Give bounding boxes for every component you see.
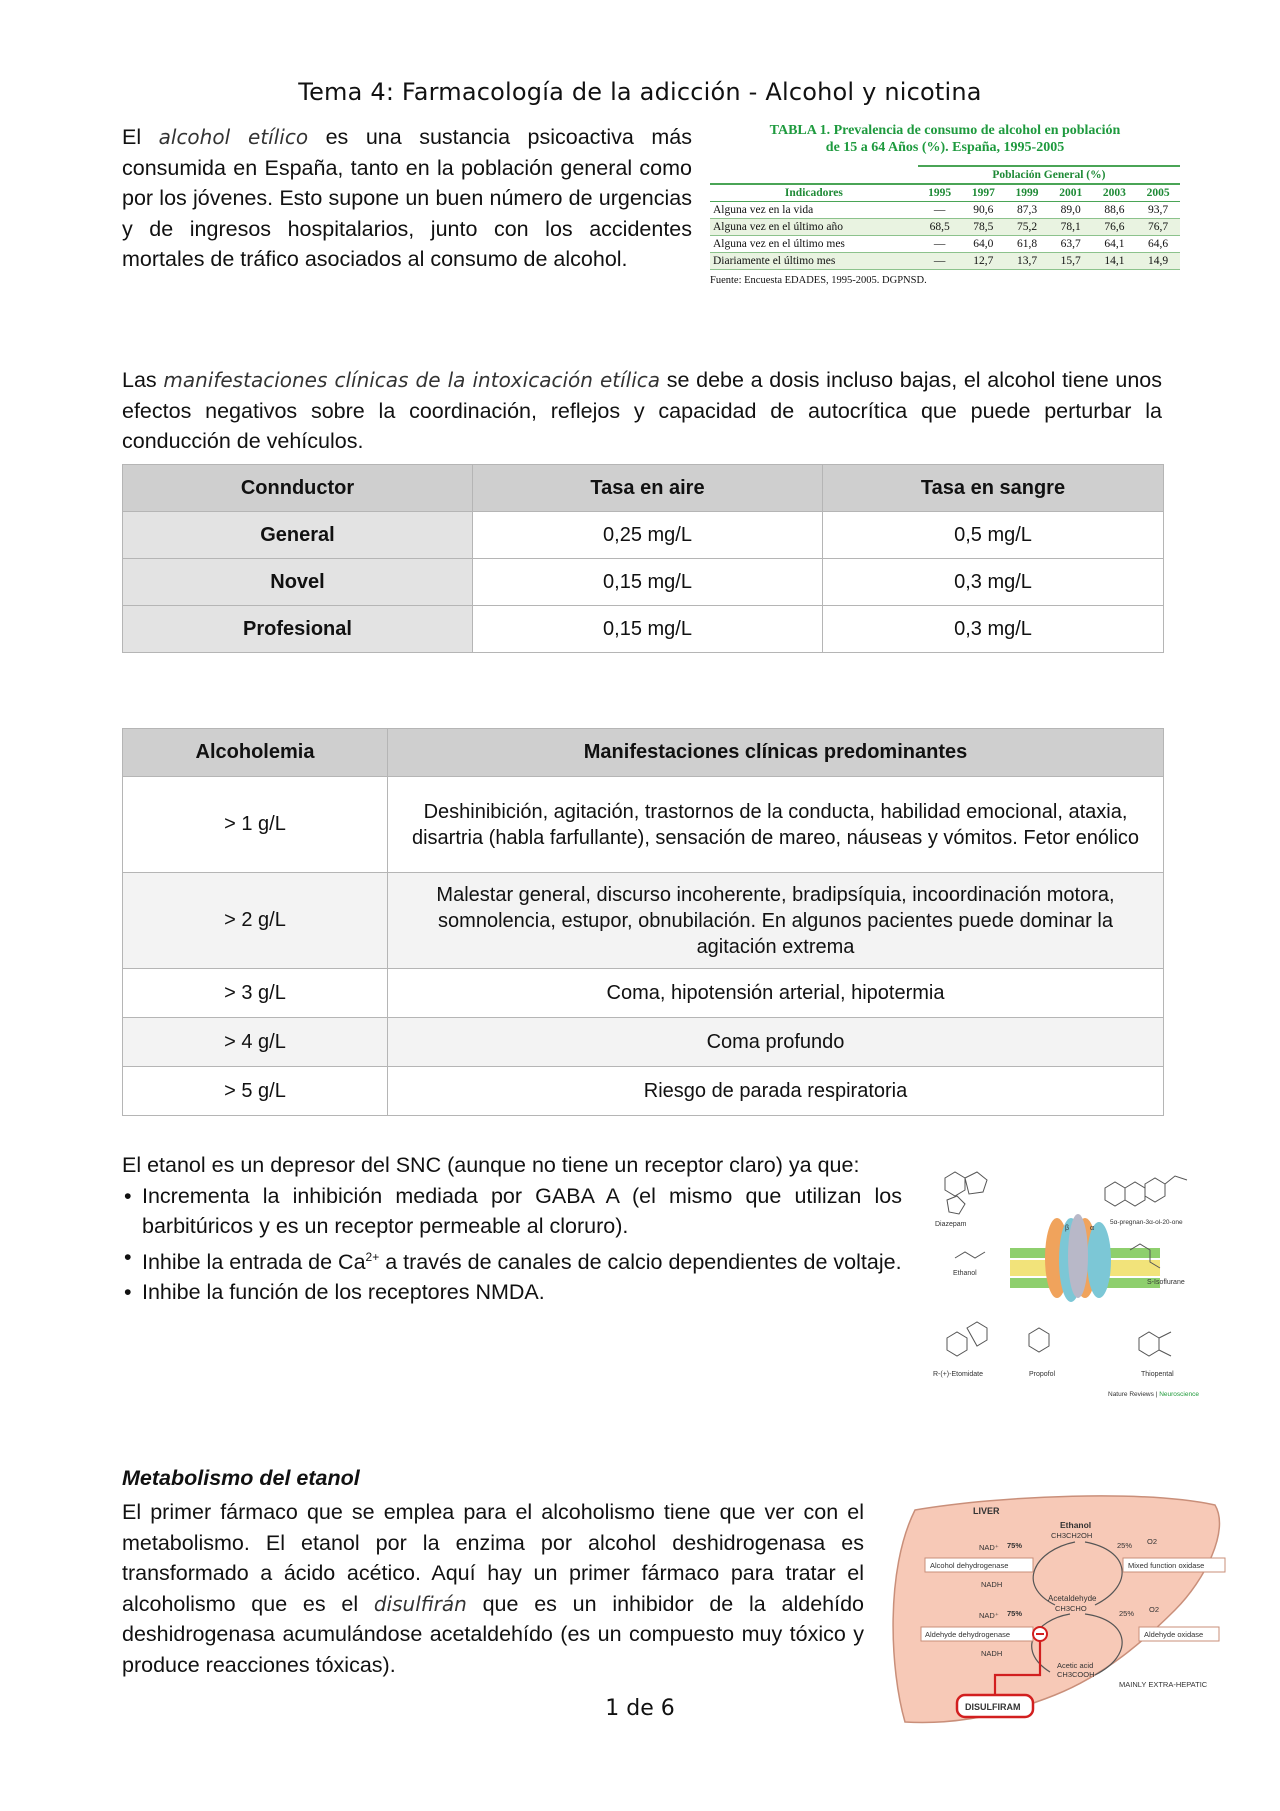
page-number: 1 de 6 [605,1696,675,1721]
table-row [123,1067,1164,1116]
table-row [710,219,1180,236]
gaba-receptor-figure [925,1148,1210,1398]
blood-rate-value: 0,3 mg/L [823,559,1164,606]
prevalence-value: 78,5 [961,219,1005,236]
svg-text:β: β [1065,1225,1070,1232]
prevalence-value: — [918,202,962,219]
manifestation-text: Coma, hipotensión arterial, hipotermia [388,969,1164,1018]
prevalence-source: Fuente: Encuesta EDADES, 1995-2005. DGPNSD. [710,275,927,286]
air-rate-header: Tasa en aire [473,465,823,512]
prevalence-value: — [918,236,962,253]
air-rate-value: 0,25 mg/L [473,512,823,559]
ethanol-formula: CH3CH2OH [1051,1531,1093,1540]
prevalence-value: 15,7 [1049,253,1093,270]
table-row [710,253,1180,270]
prevalence-value: 75,2 [1005,219,1049,236]
manifestation-text: Deshinibición, agitación, trastornos de la conducta, habilidad emocional, ataxia, disartria (habla farfullante), sensación de mareo, náuseas y vómitos. Fetor enólico [388,777,1164,873]
air-rate-value: 0,15 mg/L [473,559,823,606]
manifestations-emphasis: manifestaciones clínicas de la intoxicación etílica [163,368,661,392]
pct-25-2: 25% [1119,1609,1135,1618]
manifestations-paragraph: Las manifestaciones clínicas de la intoxicación etílica se debe a dosis incluso bajas, el alcohol tiene unos efectos negativos sobre la coordinación, reflejos y capacidad de autocrítica que puede perturbar la conducción de vehículos. [122,368,1163,453]
prevalence-value: 93,7 [1136,202,1180,219]
driver-header: Connductor [123,465,473,512]
table-row [123,559,1164,606]
prevalence-value: 78,1 [1049,219,1093,236]
alcoholemia-level: > 5 g/L [123,1067,388,1116]
figure-credit: Nature Reviews | Neuroscience [1108,1391,1199,1398]
nadh-label-1: NADH [981,1580,1003,1589]
prevalence-table [710,165,1180,270]
alcoholemia-level: > 4 g/L [123,1018,388,1067]
metabolism-paragraph: El primer fármaco que se emplea para el alcoholismo tiene que ver con el metabolismo. El etanol por la enzima por alcohol deshidrogenasa es transformado a ácido acético. Aquí hay un primer fármaco para tratar el alcoholismo que es el disulfirán que es un inhibidor de la aldehído deshidrogenasa acumulándose acetaldehído (es un compuesto muy tóxico y produce reacciones tóxicas). [122,1500,864,1677]
propofol-label: Propofol [1029,1371,1056,1378]
acetic-acid-formula: CH3COOH [1057,1670,1095,1679]
air-rate-value: 0,15 mg/L [473,606,823,653]
driver-limits-table [122,464,1164,653]
prevalence-value: 68,5 [918,219,962,236]
prevalence-value: 64,1 [1093,236,1137,253]
table-row [123,512,1164,559]
pct-25-1: 25% [1117,1541,1133,1550]
isoflurane-label: S-Isoflurane [1147,1279,1185,1286]
alcoholemia-level: > 2 g/L [123,873,388,969]
indicator-label: Alguna vez en el último mes [710,236,918,253]
receptor-icon [1045,1214,1111,1302]
adh-label: Alcohol dehydrogenase [930,1561,1009,1570]
etomidate-label: R-(+)-Etomidate [933,1371,983,1378]
prevalence-value: 89,0 [1049,202,1093,219]
year-header: 1997 [961,184,1005,202]
o2-label-1: O2 [1147,1537,1158,1546]
depressor-intro: El etanol es un depresor del SNC (aunque no tiene un receptor claro) ya que: [122,1153,860,1177]
acetaldehyde-formula: CH3CHO [1055,1604,1087,1613]
nad-label-1: NAD⁺ [979,1543,999,1552]
aldox-label: Aldehyde oxidase [1144,1630,1204,1639]
year-header: 1995 [918,184,962,202]
alcoholemia-level: > 1 g/L [123,777,388,873]
table-row [710,236,1180,253]
list-item: • Incrementa la inhibición mediada por GABA A (el mismo que utilizan los barbitúricos y es un receptor permeable al cloruro). [122,1181,902,1242]
disulfiram-emphasis: disulfirán [373,1591,467,1616]
blood-rate-header: Tasa en sangre [823,465,1164,512]
prevalence-value: 64,0 [961,236,1005,253]
acetaldehyde-node: Acetaldehyde [1048,1594,1097,1603]
prevalence-value: 61,8 [1005,236,1049,253]
nadh-label-2: NADH [981,1649,1003,1658]
o2-label-2: O2 [1149,1605,1160,1614]
prevalence-value: 90,6 [961,202,1005,219]
prevalence-caption-2: de 15 a 64 Años (%). España, 1995-2005 [825,140,1065,155]
prevalence-indicator-header: Indicadores [710,184,918,202]
thiopental-label: Thiopental [1141,1371,1174,1378]
alcoholemia-table [122,728,1164,1116]
prevalence-table-figure [710,122,1180,322]
pregnanolone-label: 5α-pregnan-3α-ol-20-one [1110,1219,1183,1226]
prevalence-group-header: Población General (%) [918,166,1180,184]
ethanol-node: Ethanol [1060,1520,1092,1530]
table-row [123,969,1164,1018]
indicator-label: Diariamente el último mes [710,253,918,270]
intro-paragraph: El alcohol etílico es una sustancia psicoactiva más consumida en España, tanto en la población general como por los jóvenes. Esto supone un buen número de urgencias y de ingresos hospitalarios, junto con los accidentes mortales de tráfico asociados al consumo de alcohol. [122,125,693,271]
svg-text:α: α [1090,1225,1095,1232]
prevalence-value: 76,7 [1136,219,1180,236]
intro-emphasis: alcohol etílico [158,125,309,149]
prevalence-value: 12,7 [961,253,1005,270]
mfo-label: Mixed function oxidase [1128,1561,1205,1570]
prevalence-value: 87,3 [1005,202,1049,219]
prevalence-value: 13,7 [1005,253,1049,270]
alcoholemia-level: > 3 g/L [123,969,388,1018]
extra-hepatic-label: MAINLY EXTRA-HEPATIC [1119,1680,1208,1689]
prevalence-value: 63,7 [1049,236,1093,253]
prevalence-value: 14,1 [1093,253,1137,270]
table-row [123,777,1164,873]
blood-rate-value: 0,5 mg/L [823,512,1164,559]
manifestation-text: Malestar general, discurso incoherente, bradipsíquia, incoordinación motora, somnolencia, estupor, obnubilación. En algunos pacientes puede dominar la agitación extrema [388,873,1164,969]
page-title: Tema 4: Farmacología de la adicción - Alcohol y nicotina [298,78,982,106]
depressor-section [122,1150,902,1308]
ethanol-label: Ethanol [953,1270,977,1277]
driver-type: General [123,512,473,559]
liver-label: LIVER [973,1506,1000,1516]
prevalence-value: 64,6 [1136,236,1180,253]
list-item: • Inhibe la función de los receptores NMDA. [122,1277,902,1308]
aldh-label: Aldehyde dehydrogenase [925,1630,1011,1639]
prevalence-caption-1: TABLA 1. Prevalencia de consumo de alcohol en población [769,123,1121,138]
manifestations-header: Manifestaciones clínicas predominantes [388,729,1164,777]
year-header: 2003 [1093,184,1137,202]
year-header: 2001 [1049,184,1093,202]
prevalence-value: 76,6 [1093,219,1137,236]
table-row [710,202,1180,219]
pct-75-1: 75% [1007,1541,1023,1550]
indicator-label: Alguna vez en la vida [710,202,918,219]
year-header: 1999 [1005,184,1049,202]
year-header: 2005 [1136,184,1180,202]
blood-rate-value: 0,3 mg/L [823,606,1164,653]
table-row [123,606,1164,653]
indicator-label: Alguna vez en el último año [710,219,918,236]
manifestation-text: Riesgo de parada respiratoria [388,1067,1164,1116]
table-row [123,1018,1164,1067]
table-row [123,873,1164,969]
driver-type: Profesional [123,606,473,653]
disulfiram-label: DISULFIRAM [965,1702,1021,1712]
list-item: • Inhibe la entrada de $Ca^{2+}$ a través de canales de calcio dependientes de voltaje. [122,1242,902,1278]
manifestation-text: Coma profundo [388,1018,1164,1067]
prevalence-value: 14,9 [1136,253,1180,270]
pct-75-2: 75% [1007,1609,1023,1618]
metabolism-heading: Metabolismo del etanol [122,1466,360,1490]
prevalence-value: 88,6 [1093,202,1137,219]
alcoholemia-header: Alcoholemia [123,729,388,777]
prevalence-value: — [918,253,962,270]
nad-label-2: NAD⁺ [979,1611,999,1620]
diazepam-label: Diazepam [935,1221,967,1228]
acetic-acid-node: Acetic acid [1057,1661,1094,1670]
depressor-list [122,1181,902,1308]
driver-type: Novel [123,559,473,606]
